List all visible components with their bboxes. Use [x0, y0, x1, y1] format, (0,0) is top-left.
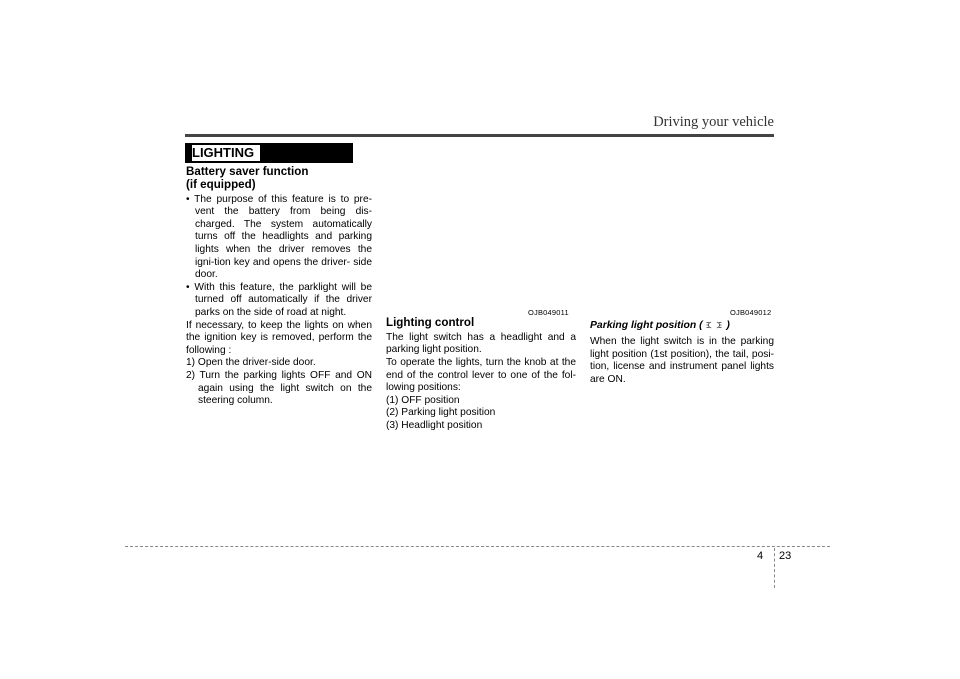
parking-light-heading [590, 319, 774, 334]
battery-saver-heading [186, 166, 372, 192]
bullet-text: The purpose of this feature is to pre-vent the battery from being dis-charged. The system automatically turns off the headlights and parking lights when the driver removes the igni-tion key and opens the driver- side door. [194, 193, 373, 281]
parking-lamp-icon [706, 320, 722, 334]
battery-saver-heading-line1: Battery saver function [186, 165, 309, 178]
bullet-text: With this feature, the parklight will be turned off automatically if the driver parks on the side of road at night. [194, 281, 372, 318]
step-item: 1) Open the driver-side door. [186, 357, 316, 369]
parking-light-body: When the light switch is in the parking light position (1st position), the tail, posi-tion, license and instrument panel lights are ON. [590, 336, 774, 385]
step-item: 2) Turn the parking lights OFF and ON again using the light switch on the steering column. [186, 369, 372, 407]
page-number: 23 [779, 550, 792, 562]
battery-saver-intro: If necessary, to keep the lights on when the ignition key is removed, perform the following : [186, 319, 372, 356]
position-item: (3) Headlight position [386, 419, 483, 431]
bullet-item: • The purpose of this feature is to pre-vent the battery from being dis-charged. The system automatically turns off the headlights and parking lights when the driver removes the igni-tion key and opens the driver- side door. [186, 193, 373, 281]
lighting-control-paragraph: The light switch has a headlight and a parking light position. [386, 331, 576, 356]
position-item: (2) Parking light position [386, 407, 496, 419]
running-title: Driving your vehicle [653, 114, 774, 130]
battery-saver-column [186, 166, 372, 408]
parking-light-heading-suffix: ) [726, 320, 730, 331]
lighting-control-paragraph: To operate the lights, turn the knob at the end of the control lever to one of the fol-lowing positions: [386, 356, 576, 394]
image-code-right: OJB049012 [730, 308, 772, 317]
position-item: (1) OFF position [386, 394, 460, 406]
parking-light-heading-prefix: Parking light position ( [590, 320, 703, 331]
bullet-item: • With this feature, the parklight will be turned off automatically if the driver parks on the side of road at night. [186, 281, 372, 318]
lighting-control-heading: Lighting control [386, 316, 475, 329]
lighting-control-column [386, 317, 576, 433]
footer-rule [125, 546, 830, 547]
chapter-number: 4 [757, 550, 764, 562]
header-rule [185, 134, 774, 137]
page-number-divider [774, 548, 775, 588]
parking-light-column [590, 319, 774, 386]
image-code-left: OJB049011 [528, 308, 569, 317]
section-title: LIGHTING [192, 145, 260, 161]
battery-saver-heading-line2: (if equipped) [186, 177, 256, 191]
